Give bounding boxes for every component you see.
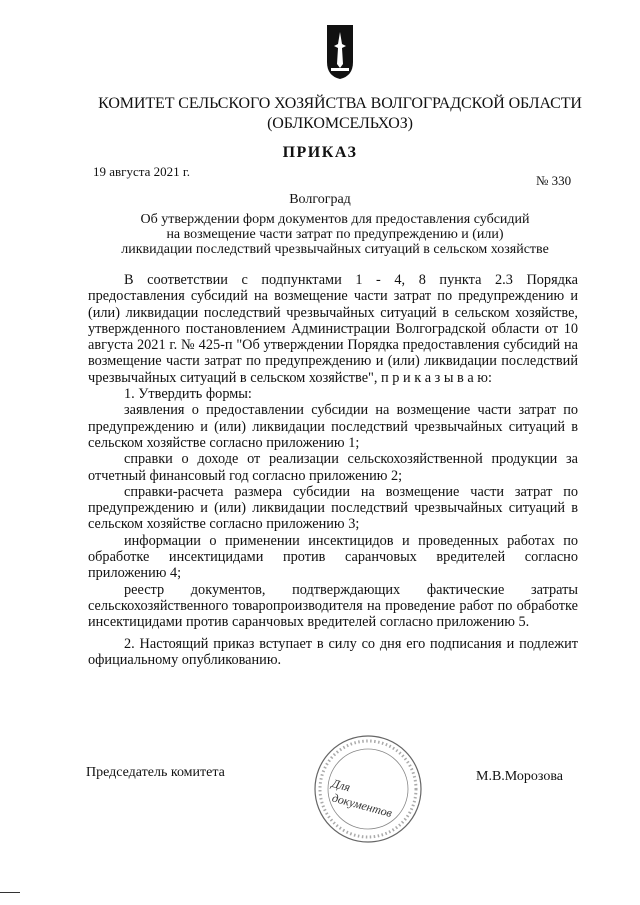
document-date: 19 августа 2021 г. (93, 164, 190, 179)
signatory-name: М.В.Морозова (476, 769, 563, 784)
committee-abbreviation: (ОБЛКОМСЕЛЬХОЗ) (267, 115, 413, 132)
page-edge-mark (0, 892, 20, 893)
order-subject (80, 212, 590, 257)
coat-of-arms-emblem (326, 24, 354, 80)
document-city: Волгоград (289, 192, 351, 207)
committee-name-line: КОМИТЕТ СЕЛЬСКОГО ХОЗЯЙСТВА ВОЛГОГРАДСКОЙ ОБЛАСТИ (98, 95, 582, 112)
form-item: реестр документов, подтверждающих фактические затраты сельскохозяйственного товаропроизводителя на проведение работ по обработке инсектицидами против саранчовых вредителей согласно приложению 5. (88, 581, 578, 631)
subject-line: на возмещение части затрат по предупреждению и (или) (166, 227, 504, 242)
point-2-paragraph: 2. Настоящий приказ вступает в силу со дня его подписания и подлежит официальному опубликованию. (88, 635, 578, 668)
point-1-heading: 1. Утвердить формы: (124, 386, 252, 403)
stamp-line: Для (330, 776, 352, 795)
subject-line: ликвидации последствий чрезвычайных ситуаций в сельском хозяйстве (121, 242, 549, 257)
form-item: информации о применении инсектицидов и проведенных работах по обработке инсектицидами против саранчовых вредителей согласно приложению 4; (88, 532, 578, 582)
document-number: № 330 (536, 173, 572, 188)
signatory-role: Председатель комитета (86, 765, 225, 780)
form-item: справки о доходе от реализации сельскохозяйственной продукции за отчетный финансовый год согласно приложению 2; (88, 451, 578, 484)
subject-line: Об утверждении форм документов для предоставления субсидий (140, 212, 530, 227)
document-type-title: ПРИКАЗ (282, 144, 358, 161)
stamp-line: документов (330, 790, 394, 821)
form-item: заявления о предоставлении субсидии на возмещение части затрат по предупреждению и (или) ликвидации последствий чрезвычайных ситуаций в сельском хозяйстве согласно приложению 1; (88, 402, 578, 451)
order-body (88, 272, 578, 668)
committee-name (60, 94, 620, 134)
form-item: справки-расчета размера субсидии на возмещение части затрат по предупреждению и (или) ликвидации последствий чрезвычайных ситуаций в сельском хозяйстве согласно приложению 3; (88, 483, 578, 533)
preamble-paragraph: В соответствии с подпунктами 1 - 4, 8 пункта 2.3 Порядка предоставления субсидий на возмещение части затрат по предупреждению и (или) ликвидации последствий чрезвычайных ситуаций в сельском хозяйстве, утвержденного постановлением Администрации Волгоградской области от 10 августа 2021 г. № 425-п "Об утверждении Порядка предоставления субсидий на возмещение части затрат по предупреждению и (или) ликвидации последствий чрезвычайных ситуаций в сельском хозяйстве", п р и к а з ы в а ю: (88, 272, 578, 386)
